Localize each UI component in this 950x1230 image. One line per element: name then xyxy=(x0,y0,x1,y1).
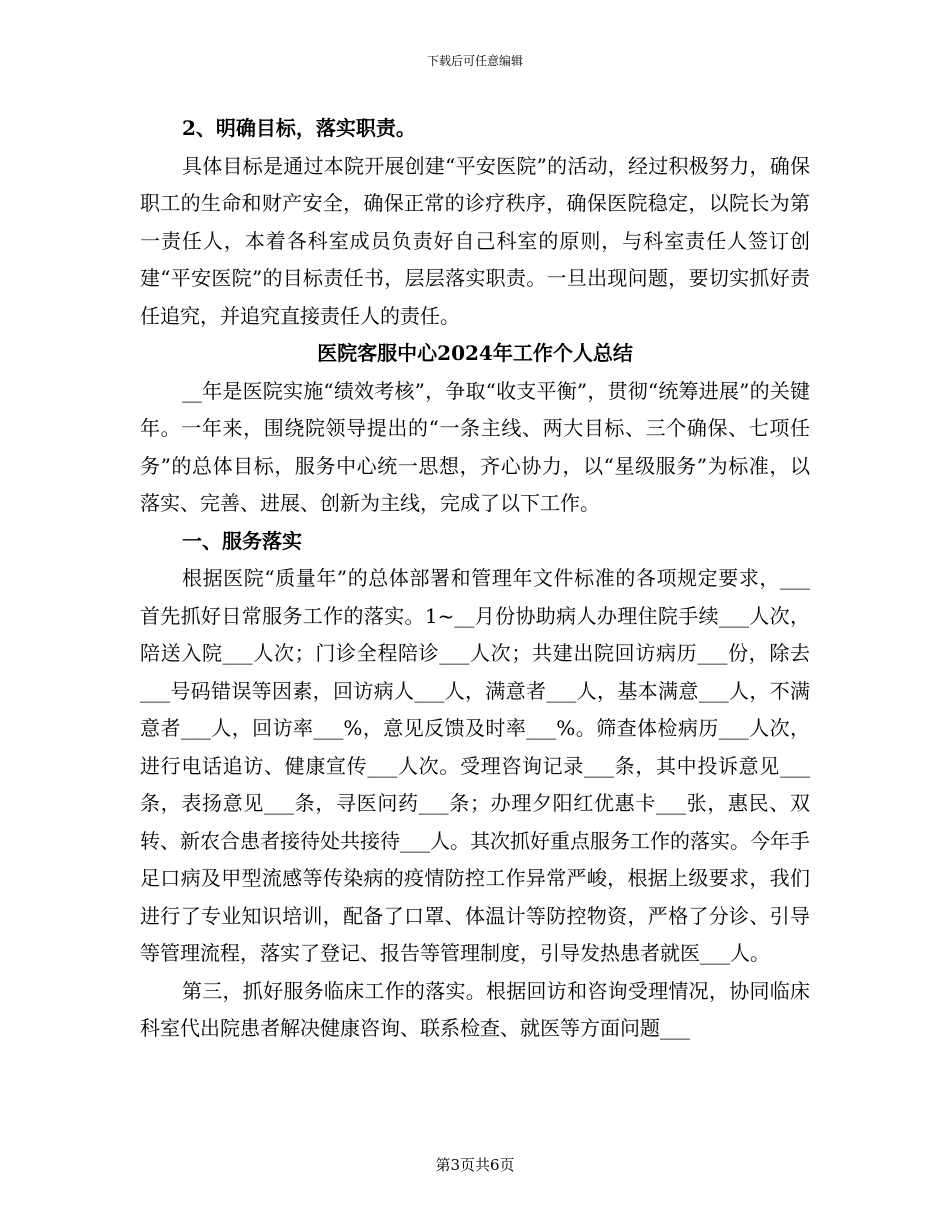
paragraph-clinical: 第三，抓好服务临床工作的落实。根据回访和咨询受理情况，协同临床科室代出院患者解决健康咨询、联系检查、就医等方面问题___ xyxy=(140,978,810,1040)
paragraph-goals: 具体目标是通过本院开展创建“平安医院”的活动，经过积极努力，确保职工的生命和财产安全，确保正常的诊疗秩序，确保医院稳定，以院长为第一责任人，本着各科室成员负责好自己科室的原则，与科室责任人签订创建“平安医院”的目标责任书，层层落实职责。一旦出现问题，要切实抓好责任追究，并追究直接责任人的责任。 xyxy=(140,153,810,328)
paragraph-service: 根据医院“质量年”的总体部署和管理年文件标准的各项规定要求，___首先抓好日常服务工作的落实。1~__月份协助病人办理住院手续___人次，陪送入院___人次；门诊全程陪诊___人次；共建出院回访病历___份，除去___号码错误等因素，回访病人___人，满意者___人，基本满意___人，不满意者___人，回访率___%，意见反馈及时率___%。筛查体检病历___人次，进行电话追访、健康宣传___人次。受理咨询记录___条，其中投诉意见___条，表扬意见___条，寻医问药___条；办理夕阳红优惠卡___张，惠民、双转、新农合患者接待处共接待___人。其次抓好重点服务工作的落实。今年手足口病及甲型流感等传染病的疫情防控工作异常严峻，根据上级要求，我们进行了专业知识培训，配备了口罩、体温计等防控物资，严格了分诊、引导等管理流程，落实了登记、报告等管理制度，引导发热患者就医___人。 xyxy=(140,566,810,965)
subheading-goals: 2、明确目标，落实职责。 xyxy=(182,116,416,140)
page-header-note: 下载后可任意编辑 xyxy=(426,54,523,68)
page-number: 第3页共6页 xyxy=(435,1156,515,1174)
section-heading-service: 一、服务落实 xyxy=(182,528,302,553)
paragraph-intro: __年是医院实施“绩效考核”，争取“收支平衡”，贯彻“统筹进展”的关键年。一年来，围绕院领导提出的“一条主线、两大目标、三个确保、七项任务”的总体目标，服务中心统一思想，齐心协力，以“星级服务”为标准，以落实、完善、进展、创新为主线，完成了以下工作。 xyxy=(140,378,810,515)
document-title: 医院客服中心2024年工作个人总结 xyxy=(317,341,633,365)
document-body xyxy=(140,110,810,1048)
